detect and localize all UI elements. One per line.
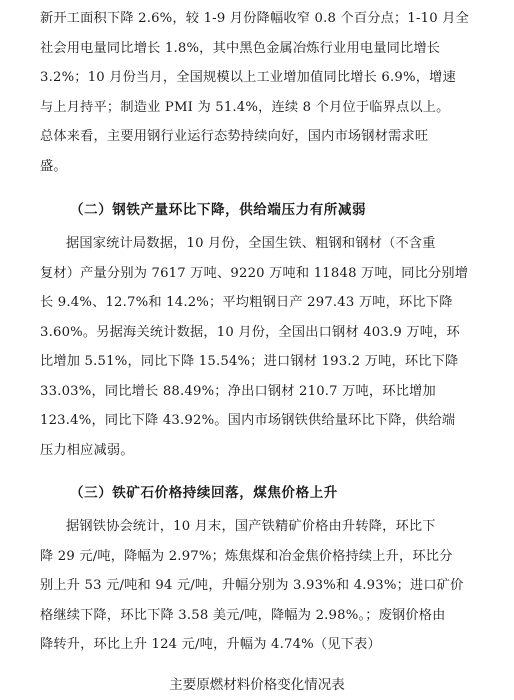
paragraph-steel-output xyxy=(40,229,510,465)
text-line: 据钢铁协会统计，10 月末，国产铁精矿价格由升转降，环比下 xyxy=(66,519,436,534)
text-line: 123.4%，同比下降 43.92%。国内市场钢铁供给量环比下降，供给端 xyxy=(40,413,456,428)
text-line: 33.03%，同比增长 88.49%；净出口钢材 210.7 万吨，环比增加 xyxy=(40,383,436,399)
text-line: 盛。 xyxy=(40,158,67,174)
text-line: 与上月持平；制造业 PMI 为 51.4%，连续 8 个月位于临界点以上。 xyxy=(40,99,450,115)
text-line: 降 29 元/吨，降幅为 2.97%；炼焦煤和冶金焦价格持续上升，环比分 xyxy=(40,548,453,564)
section-heading-steel-output: （二）钢铁产量环比下降，供给端压力有所减弱 xyxy=(70,202,367,218)
text-line: 别上升 53 元/吨和 94 元/吨，升幅分别为 3.93%和 4.93%；进口矿价 xyxy=(40,578,464,593)
table-caption: 主要原燃材料价格变化情况表 xyxy=(169,677,345,693)
text-line: 社会用电量同比增长 1.8%，其中黑色金属冶炼行业用电量同比增长 xyxy=(40,40,441,56)
paragraph-raw-material-prices xyxy=(40,512,510,660)
text-line: 长 9.4%、12.7%和 14.2%；平均粗钢日产 297.43 万吨，环比下降 xyxy=(40,295,453,310)
text-line: 复材）产量分别为 7617 万吨、9220 万吨和 11848 万吨，同比分别增 xyxy=(40,265,469,281)
text-line: 3.2%；10 月份当月，全国规模以上工业增加值同比增长 6.9%，增速 xyxy=(40,70,456,85)
text-line: 3.60%。另据海关统计数据，10 月份，全国出口钢材 403.9 万吨，环 xyxy=(40,324,460,340)
paragraph-demand xyxy=(40,4,510,181)
text-line: 压力相应减弱。 xyxy=(40,442,134,458)
text-line: 据国家统计局数据，10 月份，全国生铁、粗钢和钢材（不含重 xyxy=(66,236,436,251)
text-line: 比增加 5.51%，同比下降 15.54%；进口钢材 193.2 万吨，环比下降 xyxy=(40,354,459,369)
section-heading-raw-material-prices: （三）铁矿石价格持续回落，煤焦价格上升 xyxy=(70,485,338,501)
text-line: 降转升，环比上升 124 元/吨，升幅为 4.74%（见下表） xyxy=(40,637,381,652)
text-line: 格继续下降，环比下降 3.58 美元/吨，降幅为 2.98%。；废钢价格由 xyxy=(40,607,446,623)
text-line: 总体来看，主要用钢行业运行态势持续向好，国内市场钢材需求旺 xyxy=(40,129,429,144)
text-line: 新开工面积下降 2.6%，较 1-9 月份降幅收窄 0.8 个百分点；1-10 月全 xyxy=(40,11,470,26)
